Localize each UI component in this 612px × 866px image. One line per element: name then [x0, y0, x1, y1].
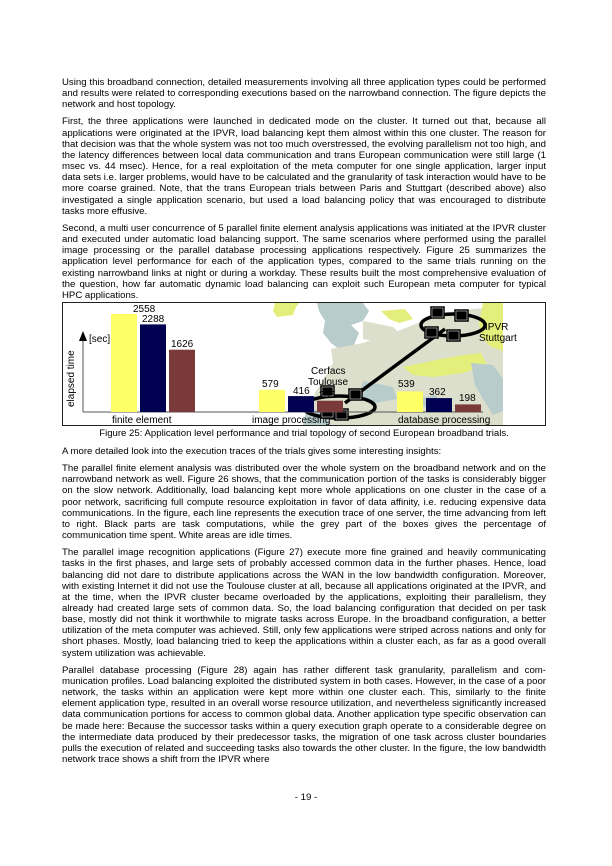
bar-value-ip-3: 295	[319, 389, 336, 401]
paragraph-second-multi-user: Second, a multi user concurrence of 5 parallel finite element analysis applications was initiated at the IPVR cluster and executed under automatic load balancing support. The same scenarios where performed using the parallel image processing or the parallel database processing applications respectively. Figure 25 summarizes the application level performance for each of the application types, compared to the same trials running on the existing narrowband links at night or during a workday. These results built the most comprehensive evaluation of the question, how far automatic dynamic load balancing can exploit such European meta computer for typical HPC applications.	[62, 222, 546, 301]
bar-value-fe-3: 1626	[171, 338, 194, 350]
y-axis-arrow-icon	[79, 331, 87, 341]
map-label-ipvr: IPVR	[485, 321, 509, 333]
bar-value-fe-2: 2288	[142, 313, 165, 325]
map-label-toulouse: Toulouse	[308, 376, 349, 388]
bars-finite-element	[111, 314, 195, 412]
bar-value-db-2: 362	[429, 386, 446, 398]
paragraph-first-dedicated-mode: First, the three applications were launched in dedicated mode on the cluster. It turned out that, because all applications were originated at the IPVR, load balancing kept them almost within this one cluster. The reason for that decision was that the whole system was not too much overstressed, the evolving parallelism not too high, and the latency differences between local data communication and trans European communication were still large (1 msec vs. 44 msec). Hence, for a real exploitation of the meta computer for one single application, larger input data sets i.e. larger problems, would have to be calculated and the granularity of task interaction would have to be more coarse grained. Note, that the trans European trials between Paris and Stuttgart (described above) also investigated a single application scenario, but used a load balancing policy that was encouraged to distribute tasks more effusive.	[62, 116, 546, 217]
bar-chart-with-map	[63, 303, 545, 425]
figure-25	[62, 302, 546, 426]
y-axis-unit: [sec]	[89, 333, 111, 345]
paragraph-database-processing: Parallel database processing (Figure 28) again has rather different task granularity, parallelism and communication profiles. Load balancing exploited the distributed system in both cases. However, in the case of a poor network, the tasks within an application were kept more within one cluster each. This, similarly to the finite element application type, resulted in an overall worse resource utilization, and nevertheless significantly increased data communication portions for access to common global data. Another application type specific observation can be made here: Because the successor tasks within a query execution graph operate to a considerable degree on the intermediate data produced by their predecessor tasks, the migration of one task across cluster boundaries pulls the execution of related and succeeding tasks also towards the other cluster. In the figure, the low bandwidth network trace shows a shift from the IPVR where	[62, 664, 546, 766]
bar-value-ip-2: 416	[293, 385, 310, 397]
bar-value-db-1: 539	[398, 378, 415, 390]
category-label-image-processing: image processing	[252, 414, 331, 425]
page-body	[62, 77, 546, 771]
category-label-finite-element: finite element	[112, 414, 172, 425]
paragraph-broadband-intro: Using this broadband connection, detailed measurements involving all three application types could be performed and results were related to corresponding executions based on the narrowband connection. The figure depicts the network and host topology.	[62, 77, 546, 111]
paragraph-detailed-look: A more detailed look into the execution traces of the trials gives some interesting insights:	[62, 445, 442, 457]
map-label-cerfacs: Cerfacs	[311, 365, 346, 377]
bar-value-db-3: 198	[459, 392, 476, 404]
bar-value-ip-1: 579	[262, 378, 279, 390]
figure-caption: Figure 25: Application level performance and trial topology of second European broadband trials.	[99, 427, 509, 439]
map-label-stuttgart: Stuttgart	[479, 332, 517, 344]
y-axis-label: elapsed time	[66, 350, 77, 407]
bar-value-fe-1: 2558	[133, 303, 156, 315]
page-number: - 19 -	[294, 792, 318, 803]
paragraph-image-recognition: The parallel image recognition applications (Figure 27) execute more fine grained and heavily communicating tasks in the first phases, and large sets of probably accessed common data in the further phases. Hence, load balancing did not dare to distribute applications across the WAN in the low bandwidth configuration. Moreover, with existing Internet it did not use the Toulouse cluster at all, because all applications originated at the IPVR, and at the time, when the IPVR cluster became overloaded by the applications, exploiting their parallelism, they already had created large sets of common data. So, the load balancing configuration that decided on per task base, mostly did not think it worthwhile to migrate tasks across Europe. In the broadband configuration, a better utilization of the meta computer was achieved. Still, only few applications were striped across nations and only for short phases. Mostly, load balancing tried to keep the applications within a cluster each, as far as a good overall system utilization was achievable.	[62, 547, 546, 659]
paragraph-finite-element-analysis: The parallel finite element analysis was distributed over the whole system on the broadband network and on the narrowband network as well. Figure 26 shows, that the communication portion of the tasks is considerably bigger on the slow network. Additionally, load balancing kept more whole applications on one cluster in the case of a poor network, sacrificing full compute resource exploitation in favor of data affinity, i.e. reducing expensive data communications. In the figure, each line represents the execution trace of one server, the time advancing from left to right. Black parts are task computations, while the grey part of the boxes gives the percentage of communication time spent. White areas are idle times.	[62, 463, 546, 542]
category-label-database-processing: database processing	[398, 414, 491, 425]
